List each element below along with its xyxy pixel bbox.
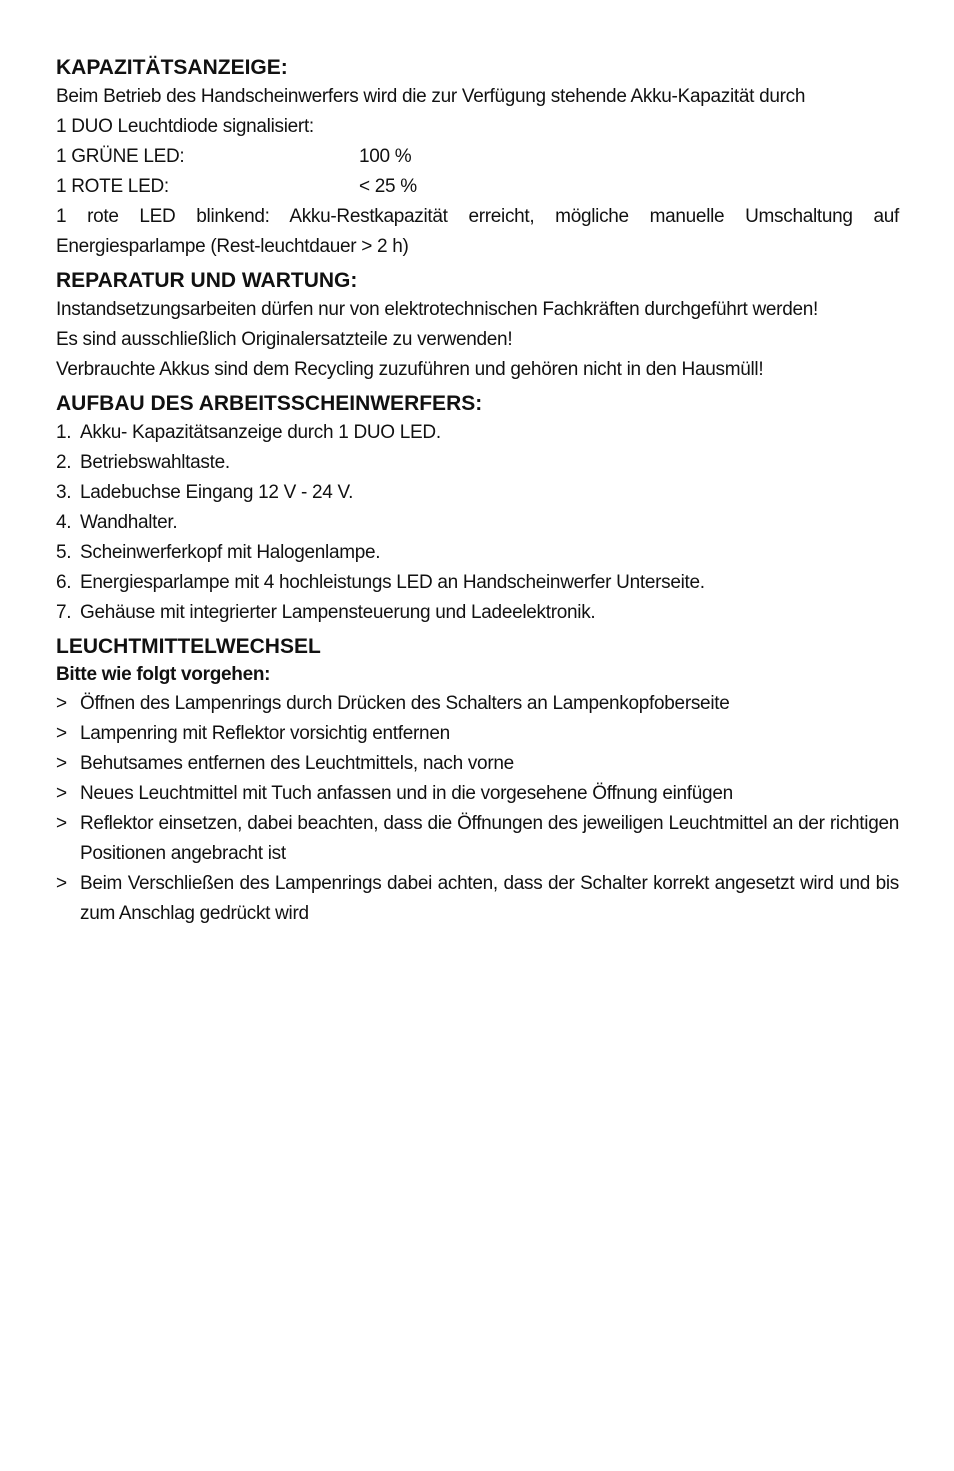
list-item: [56, 689, 899, 719]
led-value: 100 %: [359, 146, 412, 167]
section-heading-reparatur: REPARATUR UND WARTUNG:: [56, 269, 358, 292]
led-row-red: [56, 172, 899, 202]
numbered-list: [56, 418, 899, 628]
section-reparatur: [56, 267, 899, 385]
list-item: [56, 779, 899, 809]
section-leuchtmittel: [56, 633, 899, 929]
list-item: [56, 598, 899, 628]
list-number: 7.: [56, 602, 72, 623]
document-content: [56, 54, 899, 929]
paragraph-line: Beim Betrieb des Handscheinwerfers wird die zur Verfügung stehende Akku-Kapazität durch: [56, 86, 806, 107]
paragraph-line: Verbrauchte Akkus sind dem Recycling zuzuführen und gehören nicht in den Hausmüll!: [56, 359, 764, 380]
list-item-text: Gehäuse mit integrierter Lampensteuerung und Ladeelektronik.: [80, 602, 596, 623]
list-item: [56, 568, 899, 598]
list-item-text: Scheinwerferkopf mit Halogenlampe.: [80, 542, 381, 563]
section-heading-kapazitaet: KAPAZITÄTSANZEIGE:: [56, 56, 288, 79]
list-item-text: Akku- Kapazitätsanzeige durch 1 DUO LED.: [80, 422, 441, 443]
list-item-text: Beim Verschließen des Lampenrings dabei achten, dass der Schalter korrekt angesetzt wird und bis zum Anschlag gedrückt wird: [80, 873, 899, 924]
list-item-text: Öffnen des Lampenrings durch Drücken des Schalters an Lampenkopfoberseite: [80, 693, 730, 714]
paragraph-line: 1 DUO Leuchtdiode signalisiert:: [56, 116, 314, 137]
list-item: [56, 418, 899, 448]
list-item-text: Neues Leuchtmittel mit Tuch anfassen und in die vorgesehene Öffnung einfügen: [80, 783, 733, 804]
list-item-text: Wandhalter.: [80, 512, 178, 533]
list-number: 4.: [56, 512, 72, 533]
bullet-marker: >: [56, 813, 67, 834]
list-item: [56, 478, 899, 508]
list-item-text: Lampenring mit Reflektor vorsichtig entfernen: [80, 723, 450, 744]
bullet-marker: >: [56, 693, 67, 714]
list-item: [56, 719, 899, 749]
paragraph-line: Instandsetzungsarbeiten dürfen nur von elektrotechnischen Fachkräften durchgeführt werden!: [56, 299, 818, 320]
bullet-marker: >: [56, 783, 67, 804]
list-number: 2.: [56, 452, 72, 473]
blinking-led-note: 1 rote LED blinkend: Akku-Restkapazität erreicht, mögliche manuelle Umschaltung auf Energiesparlampe (Rest-leuchtdauer > 2 h): [56, 206, 899, 257]
bullet-marker: >: [56, 873, 67, 894]
list-number: 3.: [56, 482, 72, 503]
bullet-marker: >: [56, 723, 67, 744]
led-label: 1 ROTE LED:: [56, 176, 169, 197]
led-row-green: [56, 142, 899, 172]
list-item-text: Reflektor einsetzen, dabei beachten, dass die Öffnungen des jeweiligen Leuchtmittel an der richtigen Positionen angebracht ist: [80, 813, 899, 864]
section-aufbau: [56, 390, 899, 628]
list-number: 1.: [56, 422, 72, 443]
section-kapazitaet: [56, 54, 899, 262]
list-item-text: Behutsames entfernen des Leuchtmittels, nach vorne: [80, 753, 514, 774]
list-item: [56, 749, 899, 779]
led-value: < 25 %: [359, 176, 417, 197]
list-item-text: Betriebswahltaste.: [80, 452, 230, 473]
section-heading-aufbau: AUFBAU DES ARBEITSSCHEINWERFERS:: [56, 392, 483, 415]
list-item-text: Ladebuchse Eingang 12 V - 24 V.: [80, 482, 354, 503]
list-number: 5.: [56, 542, 72, 563]
section-subheading: Bitte wie folgt vorgehen:: [56, 664, 271, 685]
list-item: [56, 508, 899, 538]
list-item: [56, 538, 899, 568]
list-number: 6.: [56, 572, 72, 593]
list-item: [56, 448, 899, 478]
list-item: [56, 869, 899, 929]
list-item: [56, 809, 899, 869]
led-label: 1 GRÜNE LED:: [56, 146, 185, 167]
bullet-list: [56, 689, 899, 929]
bullet-marker: >: [56, 753, 67, 774]
section-heading-leuchtmittel: LEUCHTMITTELWECHSEL: [56, 635, 321, 658]
paragraph-line: Es sind ausschließlich Originalersatzteile zu verwenden!: [56, 329, 513, 350]
list-item-text: Energiesparlampe mit 4 hochleistungs LED an Handscheinwerfer Unterseite.: [80, 572, 705, 593]
